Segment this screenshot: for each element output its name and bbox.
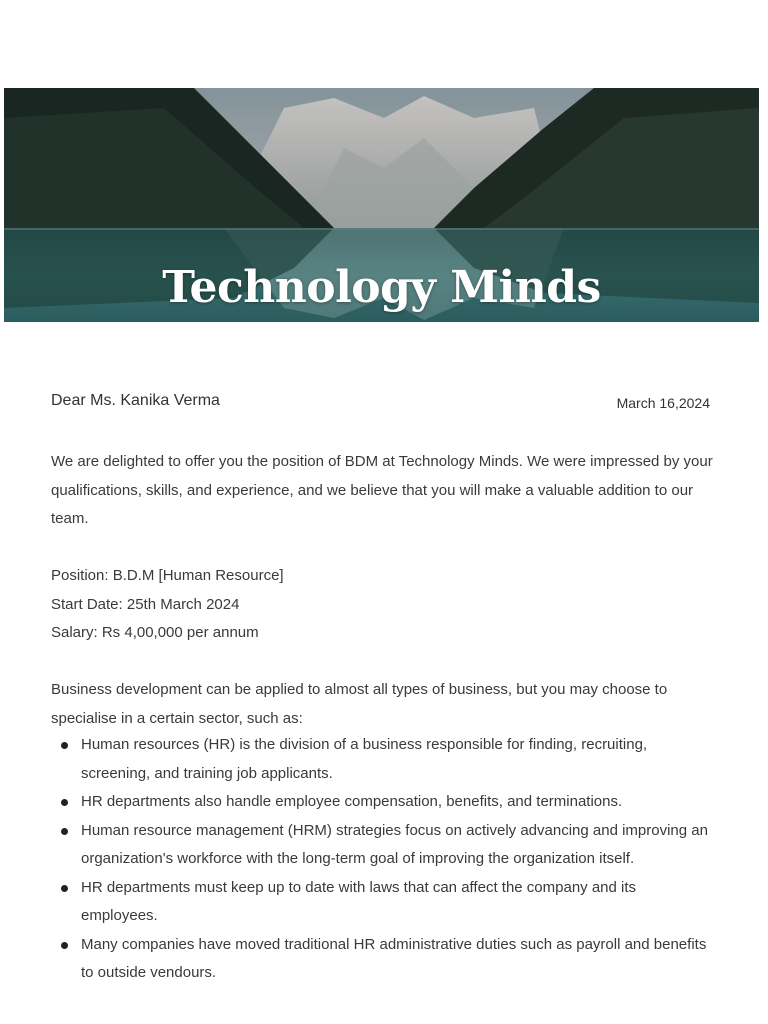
list-item-text: Human resources (HR) is the division of a business responsible for finding, recruiting, screening, and training job applicants. — [81, 736, 648, 782]
start-date-line: Start Date: 25th March 2024 — [51, 595, 240, 613]
header-banner — [4, 88, 759, 322]
list-item — [51, 788, 711, 817]
offer-details — [51, 562, 284, 648]
list-item — [51, 931, 711, 988]
salutation: Dear Ms. Kanika Verma — [51, 392, 220, 409]
letter-date: March 16,2024 — [616, 395, 710, 411]
list-item-text: HR departments also handle employee compensation, benefits, and terminations. — [81, 793, 623, 810]
list-item — [51, 817, 711, 874]
salary-line: Salary: Rs 4,00,000 per annum — [51, 624, 259, 641]
list-item-text: Human resource management (HRM) strategies focus on actively advancing and improving an organization's workforce with the long-term goal of improving the organization itself. — [81, 821, 708, 867]
bullet-icon — [61, 885, 68, 892]
bullet-icon — [61, 742, 68, 749]
bullet-icon — [61, 828, 68, 835]
list-item-text: HR departments must keep up to date with laws that can affect the company and its employees. — [81, 878, 637, 924]
list-item-text: Many companies have moved traditional HR administrative duties such as payroll and benefits to outside vendours. — [81, 935, 707, 981]
bullet-list — [51, 731, 711, 988]
bullet-icon — [61, 799, 68, 806]
list-item — [51, 731, 711, 788]
body-paragraph: Business development can be applied to almost all types of business, but you may choose to specialise in a certain sector, such as: — [51, 681, 668, 727]
bullet-icon — [61, 942, 68, 949]
company-title: Technology Minds — [162, 262, 601, 313]
intro-paragraph: We are delighted to offer you the position of BDM at Technology Minds. We were impressed by your qualifications, skills, and experience, and we believe that you will make a valuable addition to our team. — [51, 453, 713, 527]
position-line: Position: B.D.M [Human Resource] — [51, 567, 284, 584]
list-item — [51, 874, 711, 931]
